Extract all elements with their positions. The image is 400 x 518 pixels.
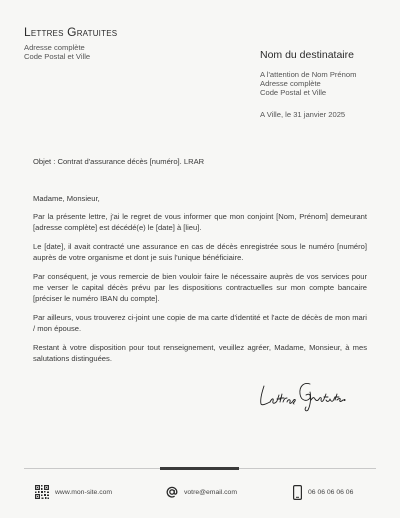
- footer-website[interactable]: [35, 484, 112, 500]
- greeting: Madame, Monsieur,: [33, 194, 100, 203]
- paragraph-1: Par la présente lettre, j'ai le regret de vous informer que mon conjoint [Nom, Prénom] demeurant [adresse complète] est décédé(e) le [date] à [lieu].: [33, 212, 367, 232]
- footer-email[interactable]: [166, 484, 237, 500]
- signature: [256, 374, 346, 414]
- subject-line: Objet : Contrat d'assurance décès [numéro]. LRAR: [33, 157, 205, 166]
- qr-code-icon: [35, 485, 49, 499]
- recipient-name: Nom du destinataire: [260, 49, 354, 61]
- footer-divider-accent: [160, 467, 239, 470]
- sender-block: [24, 43, 90, 61]
- date-line: A Ville, le 31 janvier 2025: [260, 110, 346, 119]
- recipient-attention: A l'attention de Nom Prénom: [260, 70, 357, 79]
- paragraph-5: Restant à votre disposition pour tout renseignement, veuillez agréer, Madame, Monsieur, à mes salutations distinguées.: [33, 343, 367, 363]
- brand-logo: Lettres Gratuites: [24, 25, 118, 39]
- paragraph-4: Par ailleurs, vous trouverez ci-joint une copie de ma carte d'identité et l'acte de décès de mon mari / mon épouse.: [33, 313, 367, 333]
- footer-phone[interactable]: [293, 484, 353, 500]
- email-text: votre@email.com: [184, 488, 237, 496]
- paragraph-3: Par conséquent, je vous remercie de bien vouloir faire le nécessaire auprès de vos services pour me verser le capital décès prévu par les dispositions contractuelles sur mon compte bancaire [préciser le numéro IBAN du compte].: [33, 272, 367, 303]
- recipient-block: [260, 70, 356, 98]
- at-sign-icon: [166, 486, 178, 498]
- sender-address: Adresse complète: [24, 43, 85, 52]
- phone-icon: [293, 485, 302, 500]
- phone-text: 06 06 06 06 06: [308, 488, 354, 496]
- letter-body: [33, 193, 367, 372]
- sender-postal-city: Code Postal et Ville: [24, 52, 91, 62]
- recipient-address: Adresse complète: [260, 79, 321, 89]
- recipient-postal-city: Code Postal et Ville: [260, 88, 327, 98]
- paragraph-2: Le [date], il avait contracté une assurance en cas de décès enregistrée sous le numéro [numéro] auprès de votre organisme et dont je suis l'unique bénéficiaire.: [33, 242, 367, 262]
- website-text: www.mon-site.com: [55, 488, 113, 496]
